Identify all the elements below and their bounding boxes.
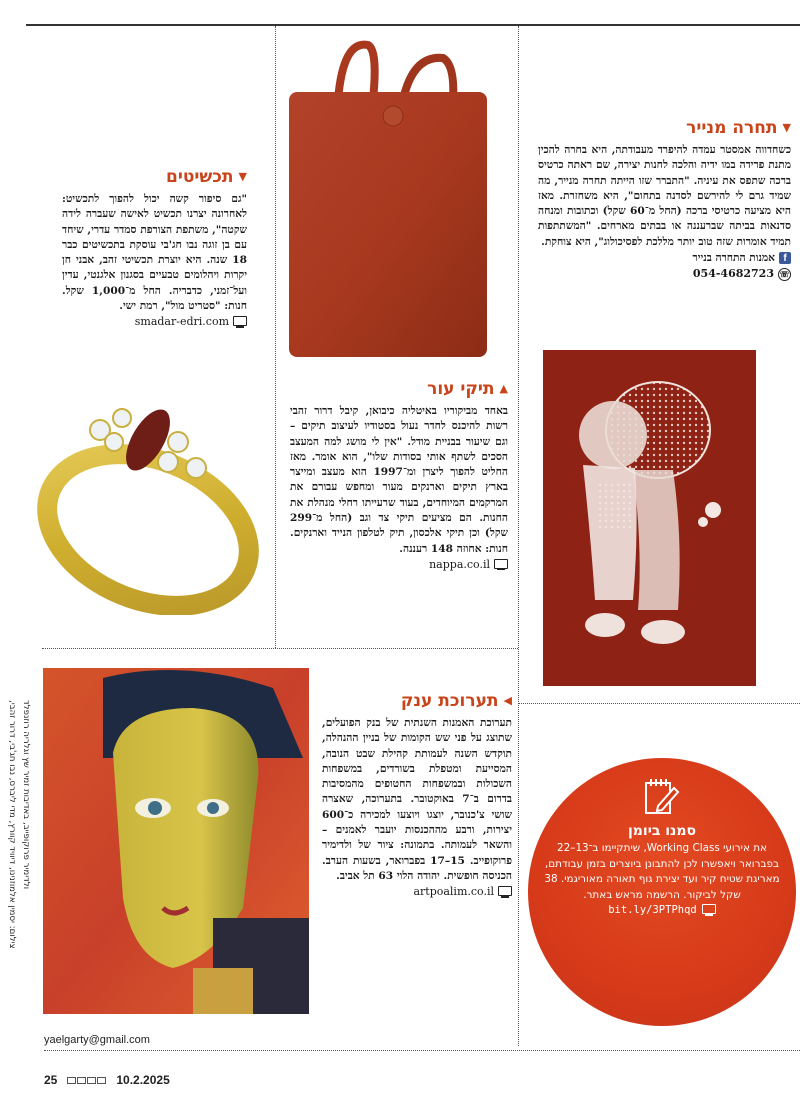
triangle-down-icon: ▼ — [238, 170, 247, 183]
leather-bag-image — [283, 30, 509, 365]
credit-line-2: ולדימיר פרוקופייב, באדיבות זמיר שץ וגלריה רוזנפלד — [21, 700, 31, 890]
page-number: 25 — [44, 1073, 58, 1087]
article-title: ▼ תכשיטים — [166, 167, 247, 187]
issue-date: 10.2.2025 — [116, 1073, 170, 1087]
calendar-box — [528, 758, 796, 1026]
article-body: "גם סיפור קשה יכול להפוך לתכשיט: לאחרונה יצרנו תכשיט לאישה שעברה לידה שקטה", משתפת הצורפת סמדר עדרי, שיחד עם בן זוגה נבו חג'בי עוסקת בתכשיטים כבר 18 שנה. היא יוצרת תכשיטי זהב, אבני חן יקרות ויהלומים טבעיים בסגנון אלגנטי, עדין ועל־זמני, כדבריה. החל מ־1,000 שקל. חנות: "סטריט מול", רמת ישי. — [62, 193, 247, 313]
contact-email[interactable]: yaelgarty@gmail.com — [44, 1034, 150, 1046]
article-paper-cutting — [538, 117, 791, 282]
gold-ring-image — [28, 400, 268, 615]
paper-lace-image — [543, 350, 756, 686]
top-rule — [26, 24, 800, 26]
monitor-icon — [498, 886, 512, 898]
triangle-down-icon: ▼ — [782, 121, 791, 134]
phone-icon: ☏ — [779, 268, 790, 279]
photo-credits — [2, 700, 42, 1030]
article-body: באחד מביקוריו באיטליה כיבואן, קיבל דרור זהבי רשות להיכנס לחדר נעול בסטודיו לעיצוב תיקים – וגם שיעור בבניית מודל. "אין לי מושג למה המעצב הסכים לשתף אותי בסודות שלו", הוא אומר. מאז החליט להפוך ליצרן ומ־1997 הוא מעצב ומייצר בארץ תיקים וארנקים מעור ומחפש עבורם את המרקמים המיוחדים, בעוד שרעייתו רחלי מנהלת את החנות. הם מציעים תיקי צד וגב (החל מ־299 שקל) וכן תיקי אלכסון, תיק לטלפון הנייד וארנקים. חנות: אחוזה 148 רעננה. — [290, 405, 508, 555]
phone-line[interactable]: ☏ 054-4682723 — [692, 267, 790, 281]
notepad-pencil-icon — [644, 778, 680, 816]
column-divider — [518, 26, 519, 1046]
column-divider — [275, 26, 276, 648]
article-jewelry — [62, 166, 247, 330]
article-body: כשחדווה אמסטר עמדה להיפרד מעבודתה, היא בחרה להכין מתנת פרידה במו ידיה והלכה לחנות יצירה, שם ראתה כרטיס ברכה שתפס את עיניה. "התברר שזו הייתה תחרה מנייר, מה שמיד גרם לי להירשם לסדנה בתחום", היא משחזרת. מאז היא מציעה כרטיסי ברכה (החל מ־60 שקל) וכתובות ומנחה סדנאות בביתה שברעננה או בבתים מארחים. "המשתתפות תמיד אומרות שזה טוב יותר מללכת לפסיכולוג", היא צוחקת. — [538, 144, 792, 248]
calendar-body: את אירועי Working Class, שיתקיימו ב־13–22 בפברואר ויאפשרו לכן להתבונן ביוצרים בזמן עבודתם, מאריגת שטיח קיר ועד יצירת גוף תאורה מאוריגמי. 38 שקל לביקור. הרשמה מראש באתר. — [544, 842, 780, 901]
portrait-painting-image — [43, 668, 309, 1014]
magazine-logo — [67, 1077, 106, 1084]
row-divider — [42, 648, 518, 649]
monitor-icon — [702, 904, 716, 916]
credit-line-1: צילום: יסמין אלמוזנינו, דיוויד קוורץ, מדי ליברס, נבו חג'בי, דרור זהבי, — [7, 700, 17, 949]
article-leather-bags — [290, 378, 508, 573]
monitor-icon — [494, 559, 508, 571]
facebook-line[interactable]: f אמנות התחרה בנייר — [538, 250, 791, 266]
article-exhibition — [322, 690, 512, 900]
row-divider — [518, 703, 800, 704]
article-title: ▼ תחרה מנייר — [686, 118, 791, 138]
page-footer — [44, 1073, 170, 1087]
triangle-up-icon: ▲ — [499, 382, 508, 395]
article-body: תערוכת האמנות השנתית של בנק הפועלים, שתוצג על פני שש הקומות של בניין ההנהלה, תוקדש השנה לעמותת קהילת שבט הנובה, המסייעת ומטפלת בשורדים, במשפחות השכולות ובמשפחות החטופים מהמסיבות בדרום ב־7 באוקטובר. בתערוכה, שאצרה שושי צ'כנובר, יוצגו ויוצעו למכירה כ־600 יצירות, ורבע מההכנסות יועבר לאמנים – והשאר לעמותה. בתמונה: ציור של ולדימיר פרוקופייב. 15–17 בפברואר, בשעות הערב. הכניסה חופשית. יהודה הלוי 63 תל אביב. — [322, 717, 513, 882]
calendar-link[interactable]: bit.ly/3PTPhqd — [528, 904, 796, 916]
triangle-left-icon: ◀ — [503, 694, 512, 707]
website-link[interactable]: smadar-edri.com — [62, 314, 247, 330]
article-title: ◀ תערוכת ענק — [400, 691, 512, 711]
website-link[interactable]: nappa.co.il — [290, 557, 508, 573]
monitor-icon — [233, 316, 247, 328]
facebook-icon: f — [779, 252, 791, 264]
article-title: ▲ תיקי עור — [427, 379, 508, 399]
footer-rule — [44, 1050, 800, 1051]
calendar-title: סמנו ביומן — [627, 823, 697, 839]
website-link[interactable]: artpoalim.co.il — [322, 884, 512, 900]
